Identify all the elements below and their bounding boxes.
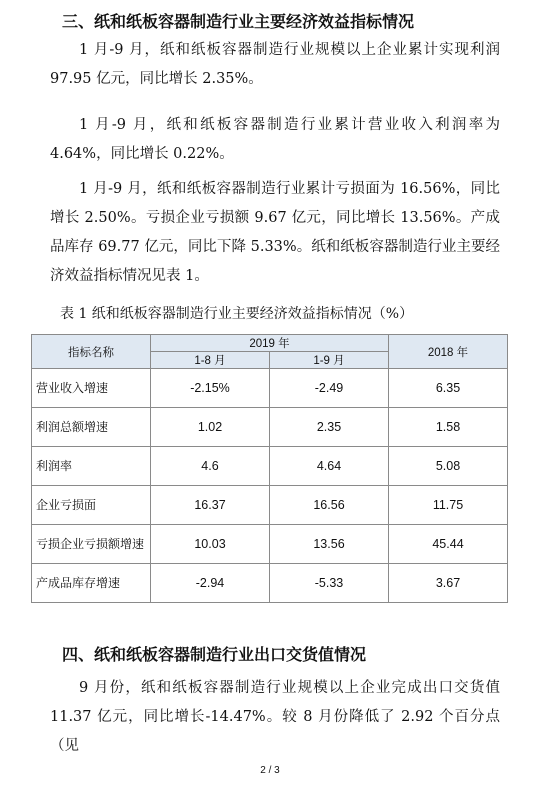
cell-jan-sep: 4.64 — [270, 447, 389, 486]
cell-jan-sep: 16.56 — [270, 486, 389, 525]
cell-jan-aug: 16.37 — [151, 486, 270, 525]
header-year-2019: 2019 年 — [151, 335, 389, 352]
cell-jan-sep: 2.35 — [270, 408, 389, 447]
table-row — [32, 486, 508, 525]
table-row — [32, 447, 508, 486]
table-row — [32, 525, 508, 564]
cell-jan-sep: 13.56 — [270, 525, 389, 564]
cell-jan-aug: -2.15% — [151, 369, 270, 408]
cell-jan-sep: -2.49 — [270, 369, 389, 408]
page-number: 2 / 3 — [260, 765, 280, 776]
cell-jan-aug: 10.03 — [151, 525, 270, 564]
row-label: 利润率 — [32, 447, 151, 486]
row-label: 利润总额增速 — [32, 408, 151, 447]
row-label: 产成品库存增速 — [32, 564, 151, 603]
row-label: 亏损企业亏损额增速 — [32, 525, 151, 564]
cell-jan-aug: 4.6 — [151, 447, 270, 486]
table-row — [32, 369, 508, 408]
header-jan-aug: 1-8 月 — [151, 352, 270, 369]
table-row — [32, 564, 508, 603]
row-label: 营业收入增速 — [32, 369, 151, 408]
cell-2018: 1.58 — [389, 408, 508, 447]
header-jan-sep: 1-9 月 — [270, 352, 389, 369]
section-3-heading: 三、纸和纸板容器制造行业主要经济效益指标情况 — [62, 12, 415, 31]
header-year-2018: 2018 年 — [389, 335, 508, 369]
section-4-heading: 四、纸和纸板容器制造行业出口交货值情况 — [62, 645, 367, 664]
section-3-paragraph-losses: 1 月-9 月，纸和纸板容器制造行业累计亏损面为 16.56%，同比增长 2.50%。亏损企业亏损额 9.67 亿元，同比增长 13.56%。产成品库存 69.77 亿元，同比下降 5.33%。纸和纸板容器制造行业主要经济效益指标情况见表 1。 — [50, 181, 500, 284]
cell-2018: 6.35 — [389, 369, 508, 408]
header-indicator-name: 指标名称 — [32, 335, 151, 369]
section-3-paragraph-margin: 1 月-9 月，纸和纸板容器制造行业累计营业收入利润率为 4.64%，同比增长 0.22%。 — [50, 117, 500, 162]
row-label: 企业亏损面 — [32, 486, 151, 525]
cell-2018: 11.75 — [389, 486, 508, 525]
table-header-row — [32, 335, 508, 352]
cell-jan-aug: 1.02 — [151, 408, 270, 447]
cell-2018: 45.44 — [389, 525, 508, 564]
cell-jan-aug: -2.94 — [151, 564, 270, 603]
cell-jan-sep: -5.33 — [270, 564, 389, 603]
table-row — [32, 408, 508, 447]
section-4-paragraph-export: 9 月份，纸和纸板容器制造行业规模以上企业完成出口交货值 11.37 亿元，同比增长-14.47%。较 8 月份降低了 2.92 个百分点（见 — [50, 680, 500, 754]
indicators-table — [31, 334, 508, 603]
cell-2018: 3.67 — [389, 564, 508, 603]
table-caption: 表 1 纸和纸板容器制造行业主要经济效益指标情况（%） — [60, 306, 414, 322]
section-3-paragraph-profit: 1 月-9 月，纸和纸板容器制造行业规模以上企业累计实现利润 97.95 亿元，同比增长 2.35%。 — [50, 42, 500, 87]
cell-2018: 5.08 — [389, 447, 508, 486]
